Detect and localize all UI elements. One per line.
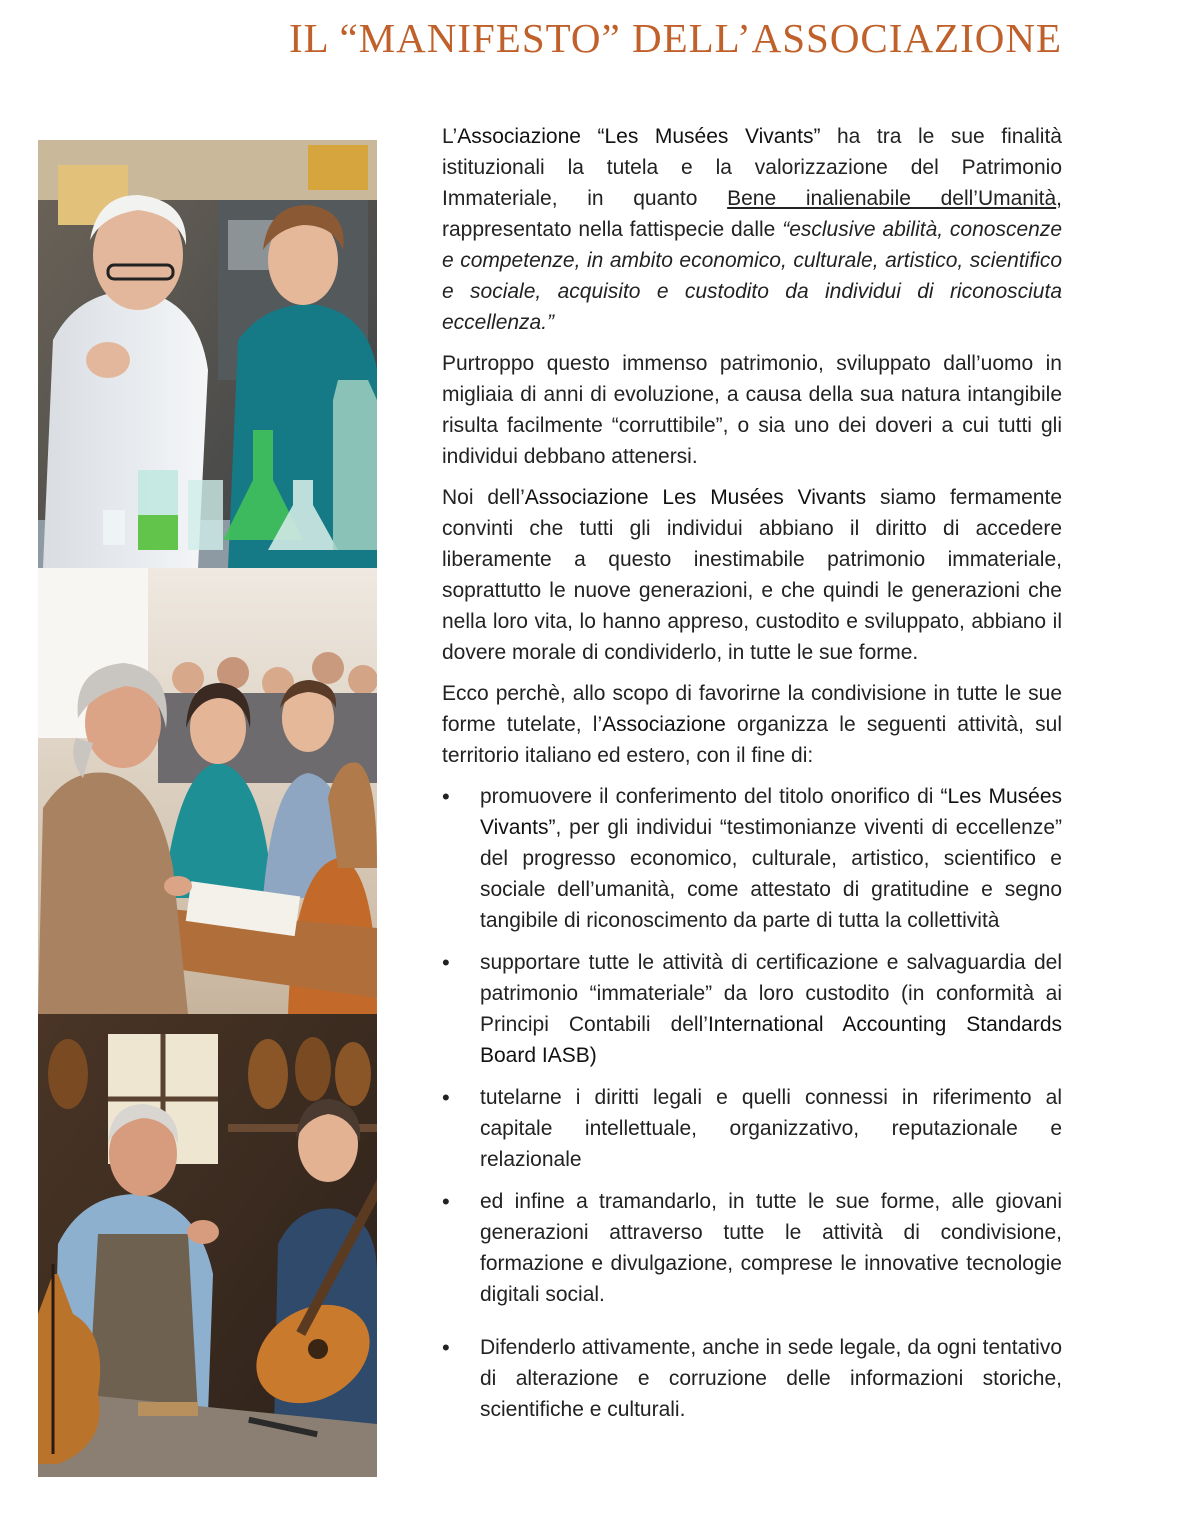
text-span: promuovere il conferimento del titolo onorifico di	[480, 785, 941, 808]
text-span: Ecco perchè, allo scopo di favorirne la condivisione in tutte le sue forme tutelate, l’	[442, 682, 1062, 736]
text-span: siamo fermamente convinti che tutti gli individui abbiano il diritto di accedere liberamente a questo inestimabile patrimonio immateriale, soprattutto le nuove generazioni, e che quindi le generazioni che nella loro vita, lo hanno appreso, custodito e sviluppato, abbiano il dovere morale di condividerlo, in tutte le sue forme.	[442, 486, 1063, 664]
text-span: ha tra le sue finalità istituzionali la tutela e la valorizzazione del Patrimonio Immateriale, in quanto	[442, 125, 1062, 210]
iasb-name: International Accounting Standards Board IASB)	[480, 1013, 1062, 1067]
text-span: L’	[442, 125, 458, 148]
paragraph-rights	[442, 482, 1062, 668]
text-span: , rappresentato nella fattispecie dalle	[442, 187, 1062, 241]
list-item: • ed infine a tramandarlo, in tutte le sue forme, alle giovani generazioni attraverso tutte le attività di condivisione, formazione e divulgazione, comprese le innovative tecnologie digitali social.	[442, 1186, 1062, 1310]
luthier-and-apprentice-workshop-photo	[38, 1014, 377, 1477]
teacher-and-students-classroom-photo	[38, 568, 377, 1014]
paragraph-intangible: Purtroppo questo immenso patrimonio, sviluppato dall’uomo in migliaia di anni di evoluzione, a causa della sua natura intangibile risulta facilmente “corruttibile”, o sia uno dei doveri a cui tutti gli individui debbano attenersi.	[442, 352, 1062, 468]
paragraph-intro	[442, 121, 1062, 338]
text-span: , per gli individui “testimonianze viventi di eccellenze” del progresso economico, culturale, artistico, scientifico e sociale dell’umanità, come attestato di gratitudine e segno tangibile di riconoscimento da parte di tutta la collettività	[480, 816, 1062, 932]
underlined-phrase: Bene inalienabile dell’Umanità	[727, 187, 1057, 210]
list-item: • Difenderlo attivamente, anche in sede legale, da ogni tentativo di alterazione e corruzione delle informazioni storiche, scientifiche e culturali.	[442, 1332, 1062, 1425]
activities-list	[442, 781, 1062, 1425]
list-item	[442, 947, 1062, 1071]
text-span: Noi dell’	[442, 486, 525, 509]
paragraph-activities	[442, 678, 1062, 771]
text-span: organizza le seguenti attività, sul territorio italiano ed estero, con il fine di:	[442, 713, 1062, 767]
list-item	[442, 781, 1062, 936]
association-name: Associazione “Les Musées Vivants”	[457, 125, 821, 148]
italic-quote: “esclusive abilità, conoscenze e competenze, in ambito economico, culturale, artistico, scientifico e sociale, acquisito e custodito da individui di riconosciuta eccellenza.”	[442, 218, 1063, 334]
text-span: supportare tutte le attività di certificazione e salvaguardia del patrimonio “immateriale” da loro custodito (in conformità ai Principi Contabili dell’	[480, 951, 1062, 1036]
association-name: Associazione Les Musées Vivants	[524, 486, 867, 509]
manifesto-text	[442, 121, 1062, 1436]
photo-column	[38, 140, 377, 1477]
honorary-title: “Les Musées Vivants”	[480, 785, 1063, 839]
association-name: Associazione	[602, 713, 726, 736]
scientist-and-student-lab-photo	[38, 140, 377, 568]
page-title: IL “MANIFESTO” DELL’ASSOCIAZIONE	[289, 15, 1062, 61]
list-item: • tutelarne i diritti legali e quelli connessi in riferimento al capitale intellettuale, organizzativo, reputazionale e relazionale	[442, 1082, 1062, 1175]
